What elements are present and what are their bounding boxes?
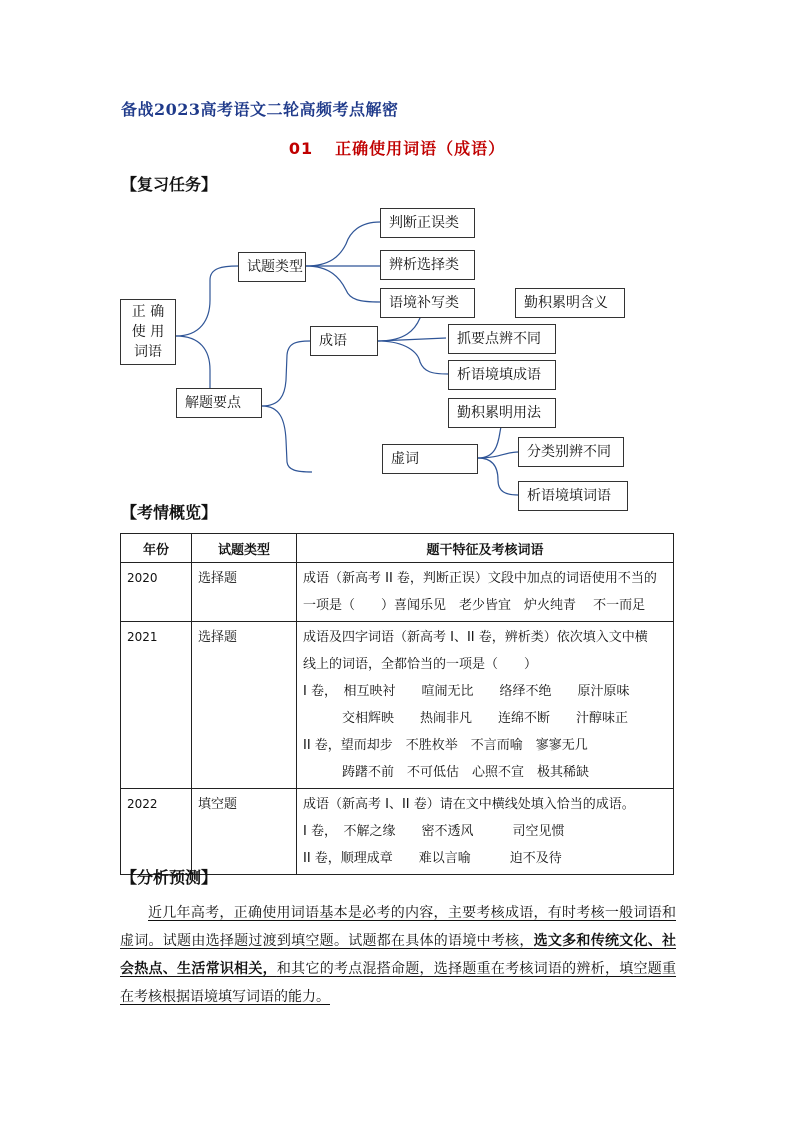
- node-judge: 判断正误类: [380, 208, 475, 238]
- feature-line: II 卷，顺理成章 难以言喻 迫不及待: [303, 851, 562, 866]
- node-idiom: 成语: [310, 326, 378, 356]
- node-classify: 分类别辨不同: [518, 437, 624, 467]
- section-overview-heading: 【考情概览】: [121, 503, 218, 522]
- connector-types-to-context: [306, 266, 380, 302]
- cell-year: 2020: [121, 563, 192, 622]
- table-row: [121, 789, 674, 875]
- header-year: 年份: [121, 534, 192, 563]
- connector-keypoints-lower: [262, 406, 312, 472]
- cell-type: 填空题: [192, 789, 297, 875]
- section-analysis-heading: 【分析预测】: [121, 868, 218, 887]
- cell-year: 2022: [121, 789, 192, 875]
- node-analyze-context-idiom: 析语境填成语: [448, 360, 556, 390]
- feature-line: 成语及四字词语（新高考 I、II 卷，辨析类）依次填入文中横: [303, 630, 648, 645]
- node-function-word: 虚词: [382, 444, 478, 474]
- cell-features: [297, 789, 674, 875]
- cell-type: 选择题: [192, 563, 297, 622]
- table-row: [121, 622, 674, 789]
- root-line-3: 词语: [134, 344, 162, 360]
- root-line-1: 正 确: [131, 304, 165, 320]
- feature-line: 成语（新高考 I、II 卷）请在文中横线处填入恰当的成语。: [303, 797, 635, 812]
- header-features: 题干特征及考核词语: [297, 534, 674, 563]
- node-question-types: 试题类型: [238, 252, 306, 282]
- connector-idiom-to-grasp: [378, 338, 446, 341]
- node-grasp-key: 抓要点辨不同: [448, 324, 556, 354]
- table-header-row: [121, 534, 674, 563]
- feature-line: 一项是（ ）喜闻乐见 老少皆宜 炉火纯青 不一而足: [303, 598, 646, 613]
- feature-line: I 卷， 不解之缘 密不透风 司空见惯: [303, 824, 565, 839]
- cell-features: [297, 563, 674, 622]
- exam-overview-table: [120, 533, 674, 875]
- connector-idiom-to-analyze: [378, 341, 448, 374]
- subtitle-number: 01: [288, 139, 314, 158]
- feature-line: 成语（新高考 II 卷，判断正误）文段中加点的词语使用不当的: [303, 571, 657, 586]
- connector-root-to-types: [176, 266, 238, 336]
- cell-features: [297, 622, 674, 789]
- cell-year: 2021: [121, 622, 192, 789]
- analysis-text-part-3: 和其它的考点混搭命题，选择题重在考核词语的辨析，填空题重在考核根据语境填写词语的能力。: [120, 961, 677, 1005]
- cell-type: 选择题: [192, 622, 297, 789]
- node-accumulate-usage: 勤积累明用法: [448, 398, 556, 428]
- feature-line: 交相辉映 热闹非凡 连绵不断 汁醇味正: [303, 711, 629, 726]
- analysis-paragraph: [120, 899, 676, 1011]
- root-line-2: 使 用: [131, 324, 165, 340]
- header-type: 试题类型: [192, 534, 297, 563]
- mindmap-root-node: [120, 299, 176, 365]
- node-accumulate-meaning: 勤积累明含义: [515, 288, 625, 318]
- feature-line: 踌躇不前 不可低估 心照不宣 极其稀缺: [303, 765, 590, 780]
- connector-types-to-judge: [306, 222, 380, 266]
- analysis-text-emphasis: 选文多和传统文化、社会热点、生活常识相关，: [120, 933, 677, 977]
- analysis-text-part-1: 近几年高考，正确使用词语基本是必考的内容，主要考核成语，有时考核一般词语和虚词。试题由选择题过渡到填空题。试题都在具体的语境中考核，: [120, 905, 676, 949]
- feature-line: 线上的词语，全都恰当的一项是（ ）: [303, 657, 538, 672]
- node-context-fill: 语境补写类: [380, 288, 475, 318]
- connector-fword-to-analyze: [478, 458, 518, 495]
- feature-line: I 卷， 相互映衬 喧闹无比 络绎不绝 原汁原味: [303, 684, 630, 699]
- node-analyze-context-word: 析语境填词语: [518, 481, 628, 511]
- node-analyze: 辨析选择类: [380, 250, 475, 280]
- section-review-heading: 【复习任务】: [121, 175, 218, 194]
- feature-line: II 卷，望而却步 不胜枚举 不言而喻 寥寥无几: [303, 738, 588, 753]
- connector-keypoints-to-idiom: [262, 341, 310, 406]
- document-title: 备战2023高考语文二轮高频考点解密: [121, 100, 399, 119]
- node-key-points: 解题要点: [176, 388, 262, 418]
- subtitle-text: 正确使用词语（成语）: [335, 139, 506, 158]
- table-row: [121, 563, 674, 622]
